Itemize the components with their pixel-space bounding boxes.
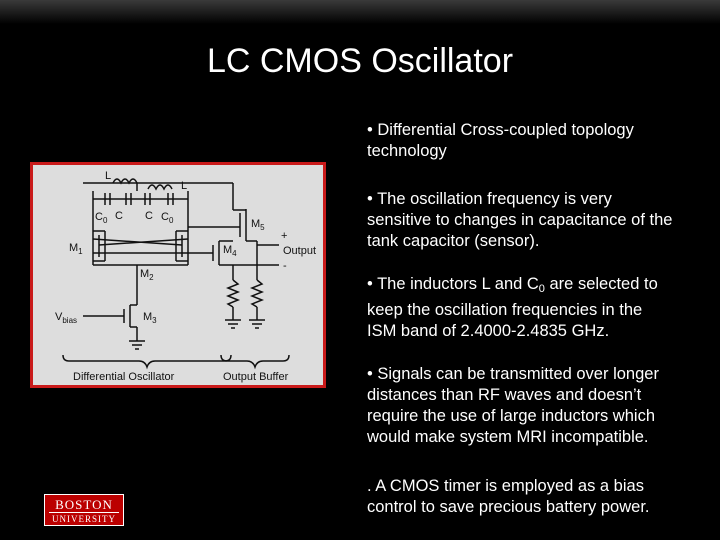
label-c0-right: $C_0$: [161, 211, 174, 225]
label-m5: $M_5$: [251, 218, 265, 232]
label-l-right: L: [181, 180, 188, 192]
caption-output-buffer: Output Buffer: [223, 371, 289, 383]
logo-line-1: BOSTON: [49, 497, 119, 513]
bullet-item: . A CMOS timer is employed as a bias control to save precious battery power.: [367, 477, 650, 516]
bullet-item: • The oscillation frequency is very sensitive to changes in capacitance of the tank capacitor (sensor).: [367, 190, 673, 250]
label-m4: $M_4$: [223, 244, 237, 258]
label-m1: $M_1$: [69, 242, 83, 256]
bullet-item: • The inductors L and $C_0$ are selected to keep the oscillation frequencies in the ISM band of 2.4000-2.4835 GHz.: [367, 275, 658, 340]
label-c0-left: $C_0$: [95, 211, 108, 225]
top-gradient-bar: [0, 0, 720, 24]
label-plus: +: [281, 230, 288, 242]
caption-differential-oscillator: Differential Oscillator: [73, 371, 175, 383]
label-c-right: C: [145, 210, 153, 222]
label-c-left: C: [115, 210, 123, 222]
label-output: Output: [283, 245, 317, 257]
bullet-item: • Signals can be transmitted over longer distances than RF waves and doesn’t require the use of large inductors which would make system MRI incompatible.: [367, 365, 659, 446]
boston-university-logo: [44, 494, 124, 526]
label-minus: -: [283, 260, 287, 272]
logo-line-2: UNIVERSITY: [52, 514, 116, 524]
circuit-schematic: [33, 165, 323, 385]
slide-title: LC CMOS Oscillator: [206, 42, 514, 80]
circuit-diagram: [30, 162, 326, 388]
bullet-item: • Differential Cross-coupled topology technology: [367, 121, 634, 160]
label-vbias: $V_{bias}$: [55, 311, 78, 325]
bullet-list: [367, 120, 712, 540]
label-m3: $M_3$: [143, 311, 157, 325]
label-m2: $M_2$: [140, 268, 154, 282]
label-l-left: L: [105, 170, 112, 182]
